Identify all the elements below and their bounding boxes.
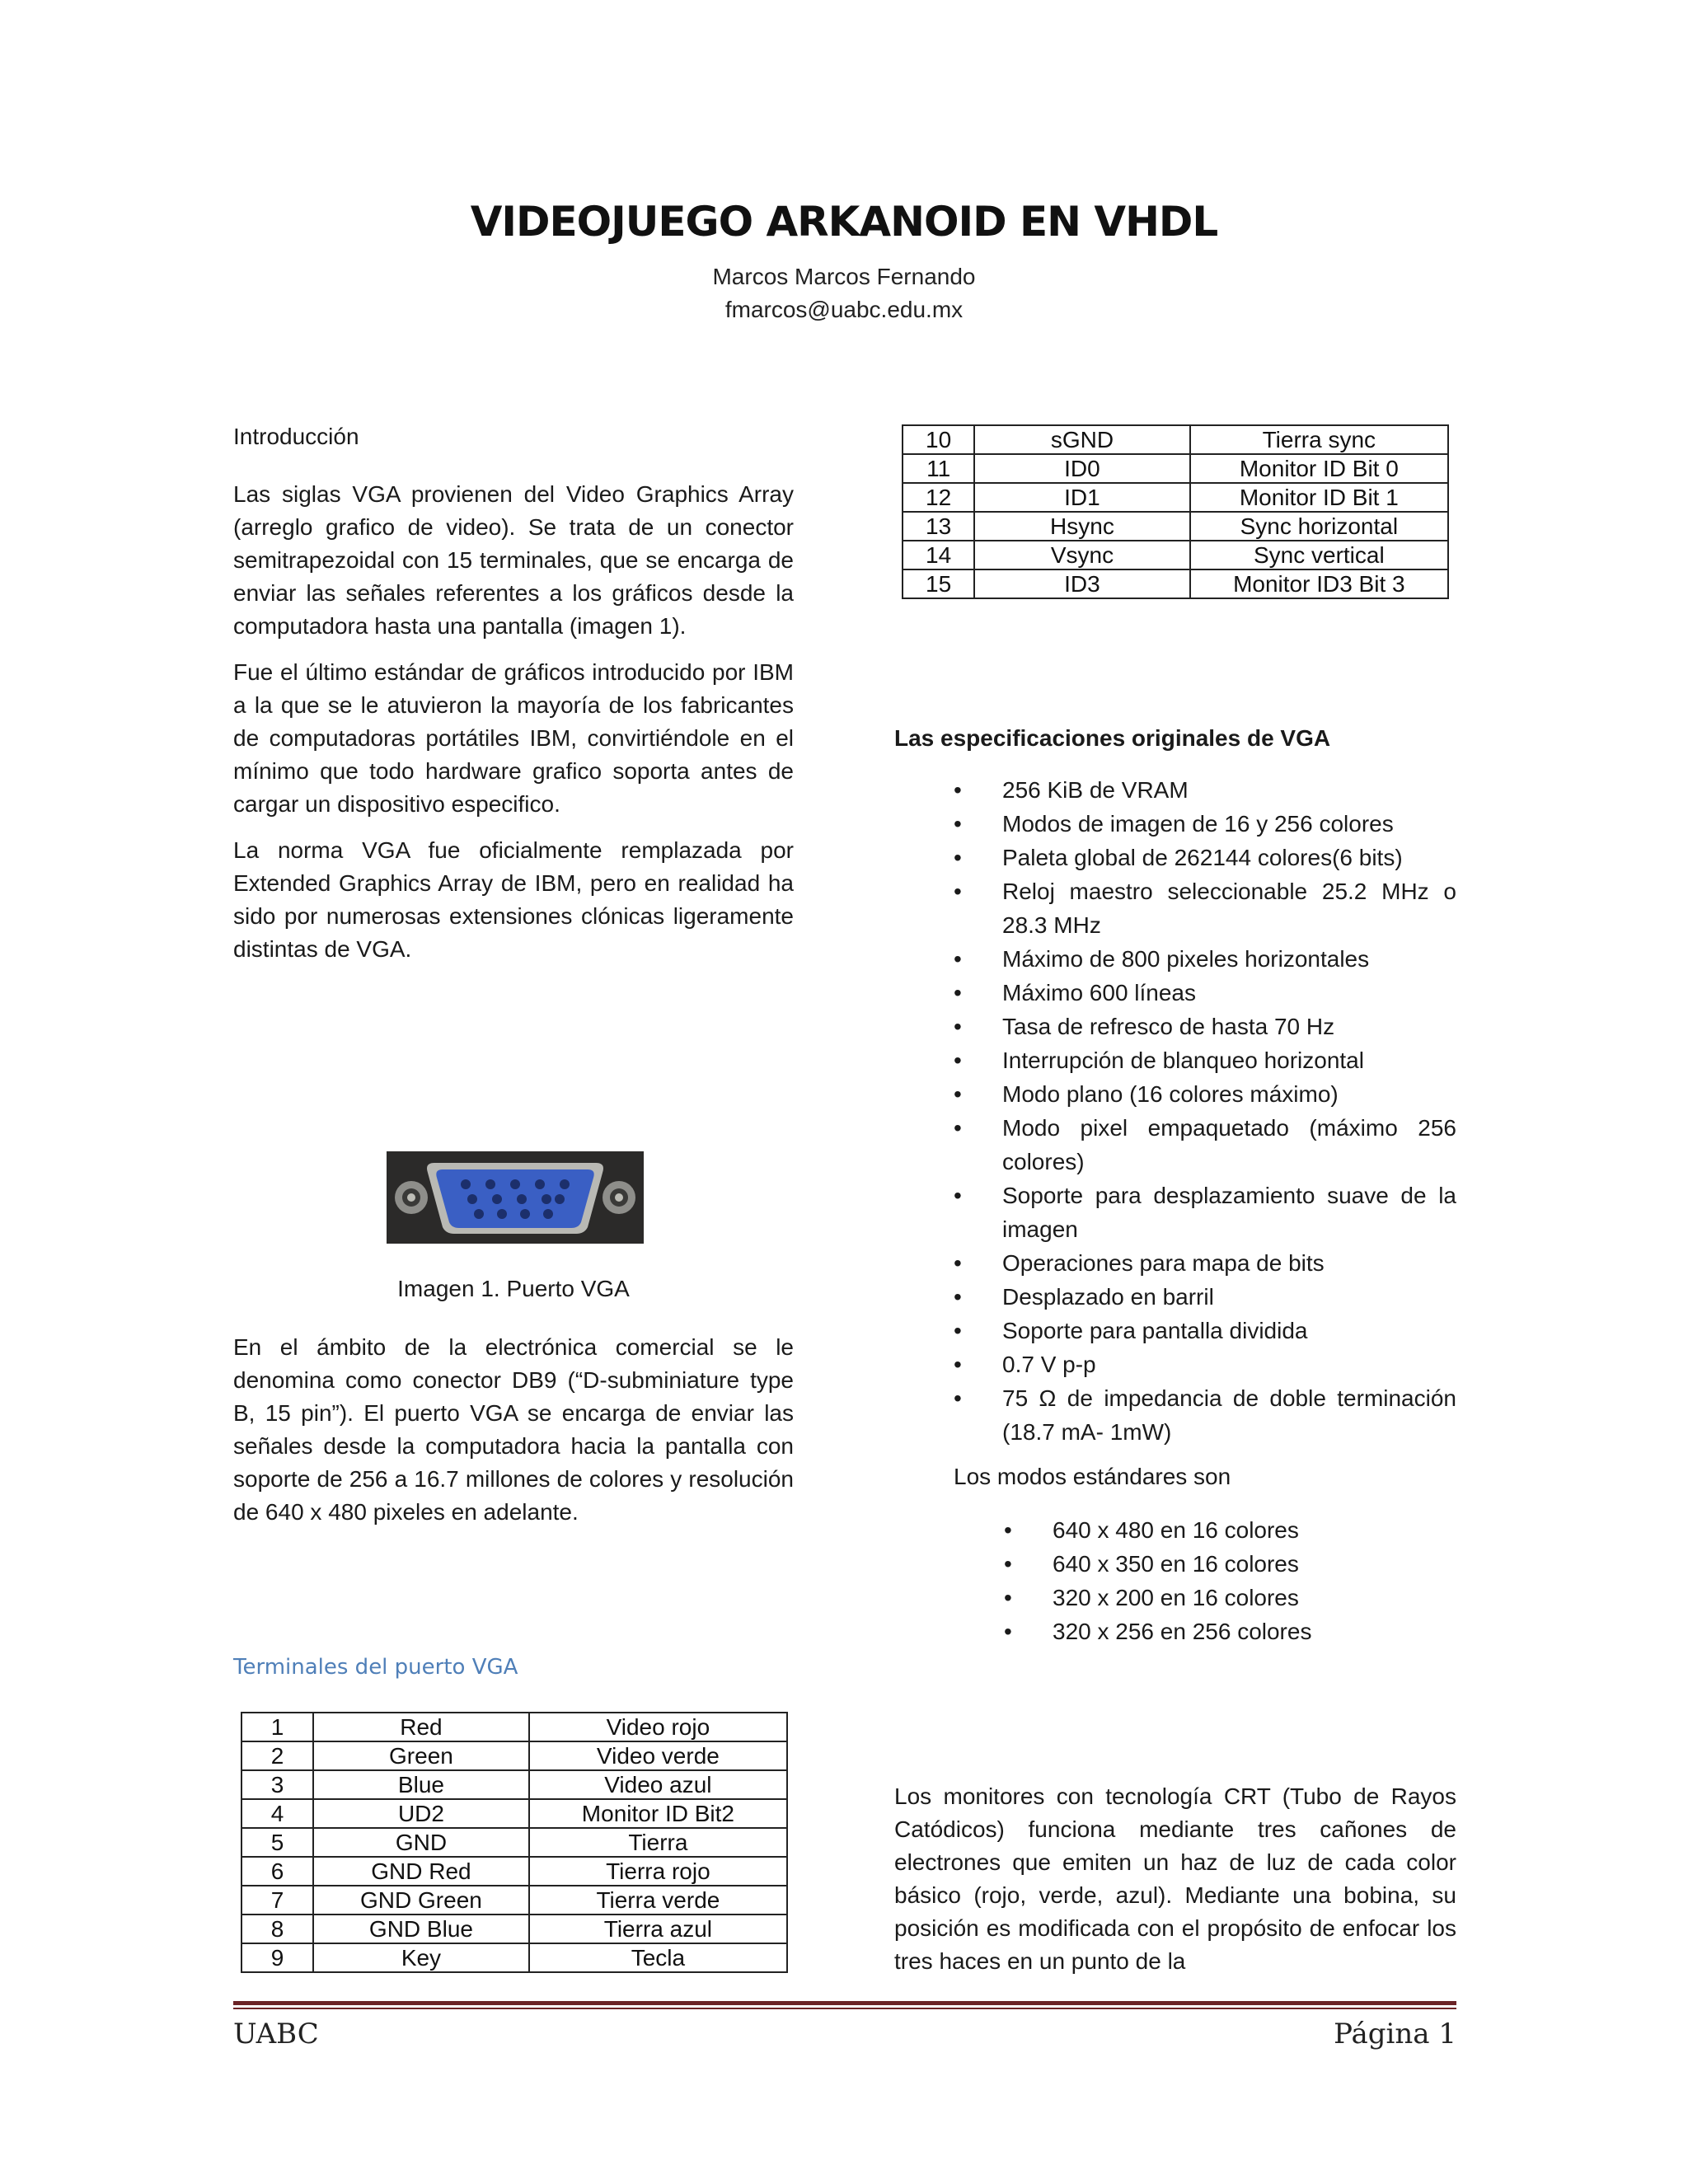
modes-intro: Los modos estándares son (954, 1464, 1231, 1489)
pin-description: Video azul (529, 1770, 787, 1799)
pin-row (241, 1915, 787, 1943)
vga-port-image (387, 1151, 644, 1244)
paragraph-vga-intro: Las siglas VGA provienen del Video Graphics Array (arreglo grafico de video). Se trata de un conector semitrapezoidal con 15 terminales, que se encarga de enviar las señales referentes a los gráficos desde la computadora hasta una pantalla (imagen 1). (233, 481, 794, 639)
paragraph-crt: Los monitores con tecnología CRT (Tubo de Rayos Catódicos) funciona mediante tres cañones de electrones que emiten un haz de luz de cada color básico (rojo, verde, azul). Mediante una bobina, su posición es modificada con el propósito de enfocar los tres haces en un punto de la (894, 1783, 1456, 1974)
spec-item: • Paleta global de 262144 colores(6 bits) (894, 841, 1456, 874)
pin-number: 15 (903, 569, 974, 598)
pin-signal: Blue (313, 1770, 529, 1799)
vga-connector-icon (387, 1151, 644, 1244)
pin-description: Tierra sync (1190, 425, 1448, 454)
pin-signal: Vsync (974, 541, 1189, 569)
paragraph-ibm-standard: Fue el último estándar de gráficos introducido por IBM a la que se le atuvieron la mayoría de los fabricantes de computadoras portátiles IBM, convirtiéndole en el mínimo que todo hardware grafico soporta antes de cargar un dispositivo especifico. (233, 659, 794, 817)
pin-description: Monitor ID Bit 0 (1190, 454, 1448, 483)
pin-number: 7 (241, 1886, 313, 1915)
pin-number: 14 (903, 541, 974, 569)
pin-number: 3 (241, 1770, 313, 1799)
pin-table-10-15 (902, 424, 1449, 599)
pin-description: Sync vertical (1190, 541, 1448, 569)
pin-number: 5 (241, 1828, 313, 1857)
document-title: VIDEOJUEGO ARKANOID EN VHDL (470, 198, 1218, 246)
pin-number: 13 (903, 512, 974, 541)
pin-number: 4 (241, 1799, 313, 1828)
pin-number: 6 (241, 1857, 313, 1886)
pin-description: Tierra verde (529, 1886, 787, 1915)
specs-heading: Las especificaciones originales de VGA (894, 725, 1331, 751)
pin-description: Tierra azul (529, 1915, 787, 1943)
spec-item: • Máximo de 800 pixeles horizontales (894, 942, 1456, 976)
footer-page-number: Página 1 (1334, 2018, 1456, 2050)
paragraph-db9: En el ámbito de la electrónica comercial se le denomina como conector DB9 (“D-subminiature type B, 15 pin”). El puerto VGA se encarga de enviar las señales desde la computadora hacia la pantalla con soporte de 256 a 16.7 millones de colores y resolución de 640 x 480 pixeles en adelante. (233, 1334, 794, 1525)
pin-signal: GND Green (313, 1886, 529, 1915)
pin-description: Tierra rojo (529, 1857, 787, 1886)
pin-signal: ID1 (974, 483, 1189, 512)
pin-description: Monitor ID Bit 1 (1190, 483, 1448, 512)
spec-item: • Desplazado en barril (894, 1280, 1456, 1314)
pin-row (903, 483, 1448, 512)
mode-item: • 640 x 350 en 16 colores (894, 1547, 1456, 1581)
spec-item: • 75 Ω de impedancia de doble terminación (18.7 mA- 1mW) (894, 1381, 1456, 1449)
pin-number: 1 (241, 1713, 313, 1741)
pin-signal: UD2 (313, 1799, 529, 1828)
pin-signal: GND Blue (313, 1915, 529, 1943)
author-name: Marcos Marcos Fernando (712, 264, 976, 289)
spec-item: • 256 KiB de VRAM (894, 773, 1456, 807)
pin-signal: Red (313, 1713, 529, 1741)
pin-signal: Key (313, 1943, 529, 1972)
pin-table-heading: Terminales del puerto VGA (233, 1655, 518, 1680)
spec-item: • Soporte para desplazamiento suave de la imagen (894, 1179, 1456, 1246)
spec-item: • 0.7 V p-p (894, 1347, 1456, 1381)
pin-row (903, 454, 1448, 483)
pin-description: Monitor ID Bit2 (529, 1799, 787, 1828)
left-column (233, 420, 794, 966)
pin-number: 9 (241, 1943, 313, 1972)
pin-description: Video rojo (529, 1713, 787, 1741)
pin-row (241, 1857, 787, 1886)
pin-description: Video verde (529, 1741, 787, 1770)
spec-item: • Soporte para pantalla dividida (894, 1314, 1456, 1347)
pin-row (241, 1741, 787, 1770)
pin-row (903, 541, 1448, 569)
spec-item: • Operaciones para mapa de bits (894, 1246, 1456, 1280)
intro-heading: Introducción (233, 424, 359, 449)
pin-signal: sGND (974, 425, 1189, 454)
pin-row (241, 1828, 787, 1857)
pin-description: Sync horizontal (1190, 512, 1448, 541)
pin-signal: Green (313, 1741, 529, 1770)
spec-item: • Máximo 600 líneas (894, 976, 1456, 1010)
pin-description: Monitor ID3 Bit 3 (1190, 569, 1448, 598)
pin-signal: GND (313, 1828, 529, 1857)
pin-number: 10 (903, 425, 974, 454)
pin-row (241, 1713, 787, 1741)
footer-rule-thin (233, 2008, 1456, 2009)
spec-item: • Modos de imagen de 16 y 256 colores (894, 807, 1456, 841)
pin-number: 12 (903, 483, 974, 512)
pin-number: 11 (903, 454, 974, 483)
mode-item: • 320 x 256 en 256 colores (894, 1615, 1456, 1648)
mode-item: • 640 x 480 en 16 colores (894, 1513, 1456, 1547)
footer-institution: UABC (233, 2018, 319, 2050)
pin-table-1-9 (241, 1712, 788, 1973)
pin-row (903, 512, 1448, 541)
pin-description: Tierra (529, 1828, 787, 1857)
specs-section (894, 725, 1456, 1648)
spec-item: • Reloj maestro seleccionable 25.2 MHz o 28.3 MHz (894, 874, 1456, 942)
pin-row (241, 1770, 787, 1799)
crt-section (894, 1780, 1456, 1978)
pin-number: 8 (241, 1915, 313, 1943)
specs-list (894, 773, 1456, 1449)
mode-item: • 320 x 200 en 16 colores (894, 1581, 1456, 1615)
modes-list (894, 1513, 1456, 1648)
author-email: fmarcos@uabc.edu.mx (724, 297, 964, 322)
spec-item: • Modo pixel empaquetado (máximo 256 colores) (894, 1111, 1456, 1179)
pin-description: Tecla (529, 1943, 787, 1972)
paragraph-xga-replacement: La norma VGA fue oficialmente remplazada por Extended Graphics Array de IBM, pero en realidad ha sido por numerosas extensiones clónicas ligeramente distintas de VGA. (233, 837, 794, 962)
spec-item: • Tasa de refresco de hasta 70 Hz (894, 1010, 1456, 1043)
footer-rule (233, 2001, 1456, 2005)
pin-row (241, 1799, 787, 1828)
pin-row (241, 1943, 787, 1972)
image-caption: Imagen 1. Puerto VGA (397, 1276, 630, 1301)
spec-item: • Interrupción de blanqueo horizontal (894, 1043, 1456, 1077)
spec-item: • Modo plano (16 colores máximo) (894, 1077, 1456, 1111)
pin-number: 2 (241, 1741, 313, 1770)
pin-signal: ID3 (974, 569, 1189, 598)
left-column-lower (233, 1331, 794, 1529)
pin-row (903, 569, 1448, 598)
pin-row (241, 1886, 787, 1915)
pin-signal: Hsync (974, 512, 1189, 541)
pin-signal: ID0 (974, 454, 1189, 483)
pin-row (903, 425, 1448, 454)
pin-signal: GND Red (313, 1857, 529, 1886)
